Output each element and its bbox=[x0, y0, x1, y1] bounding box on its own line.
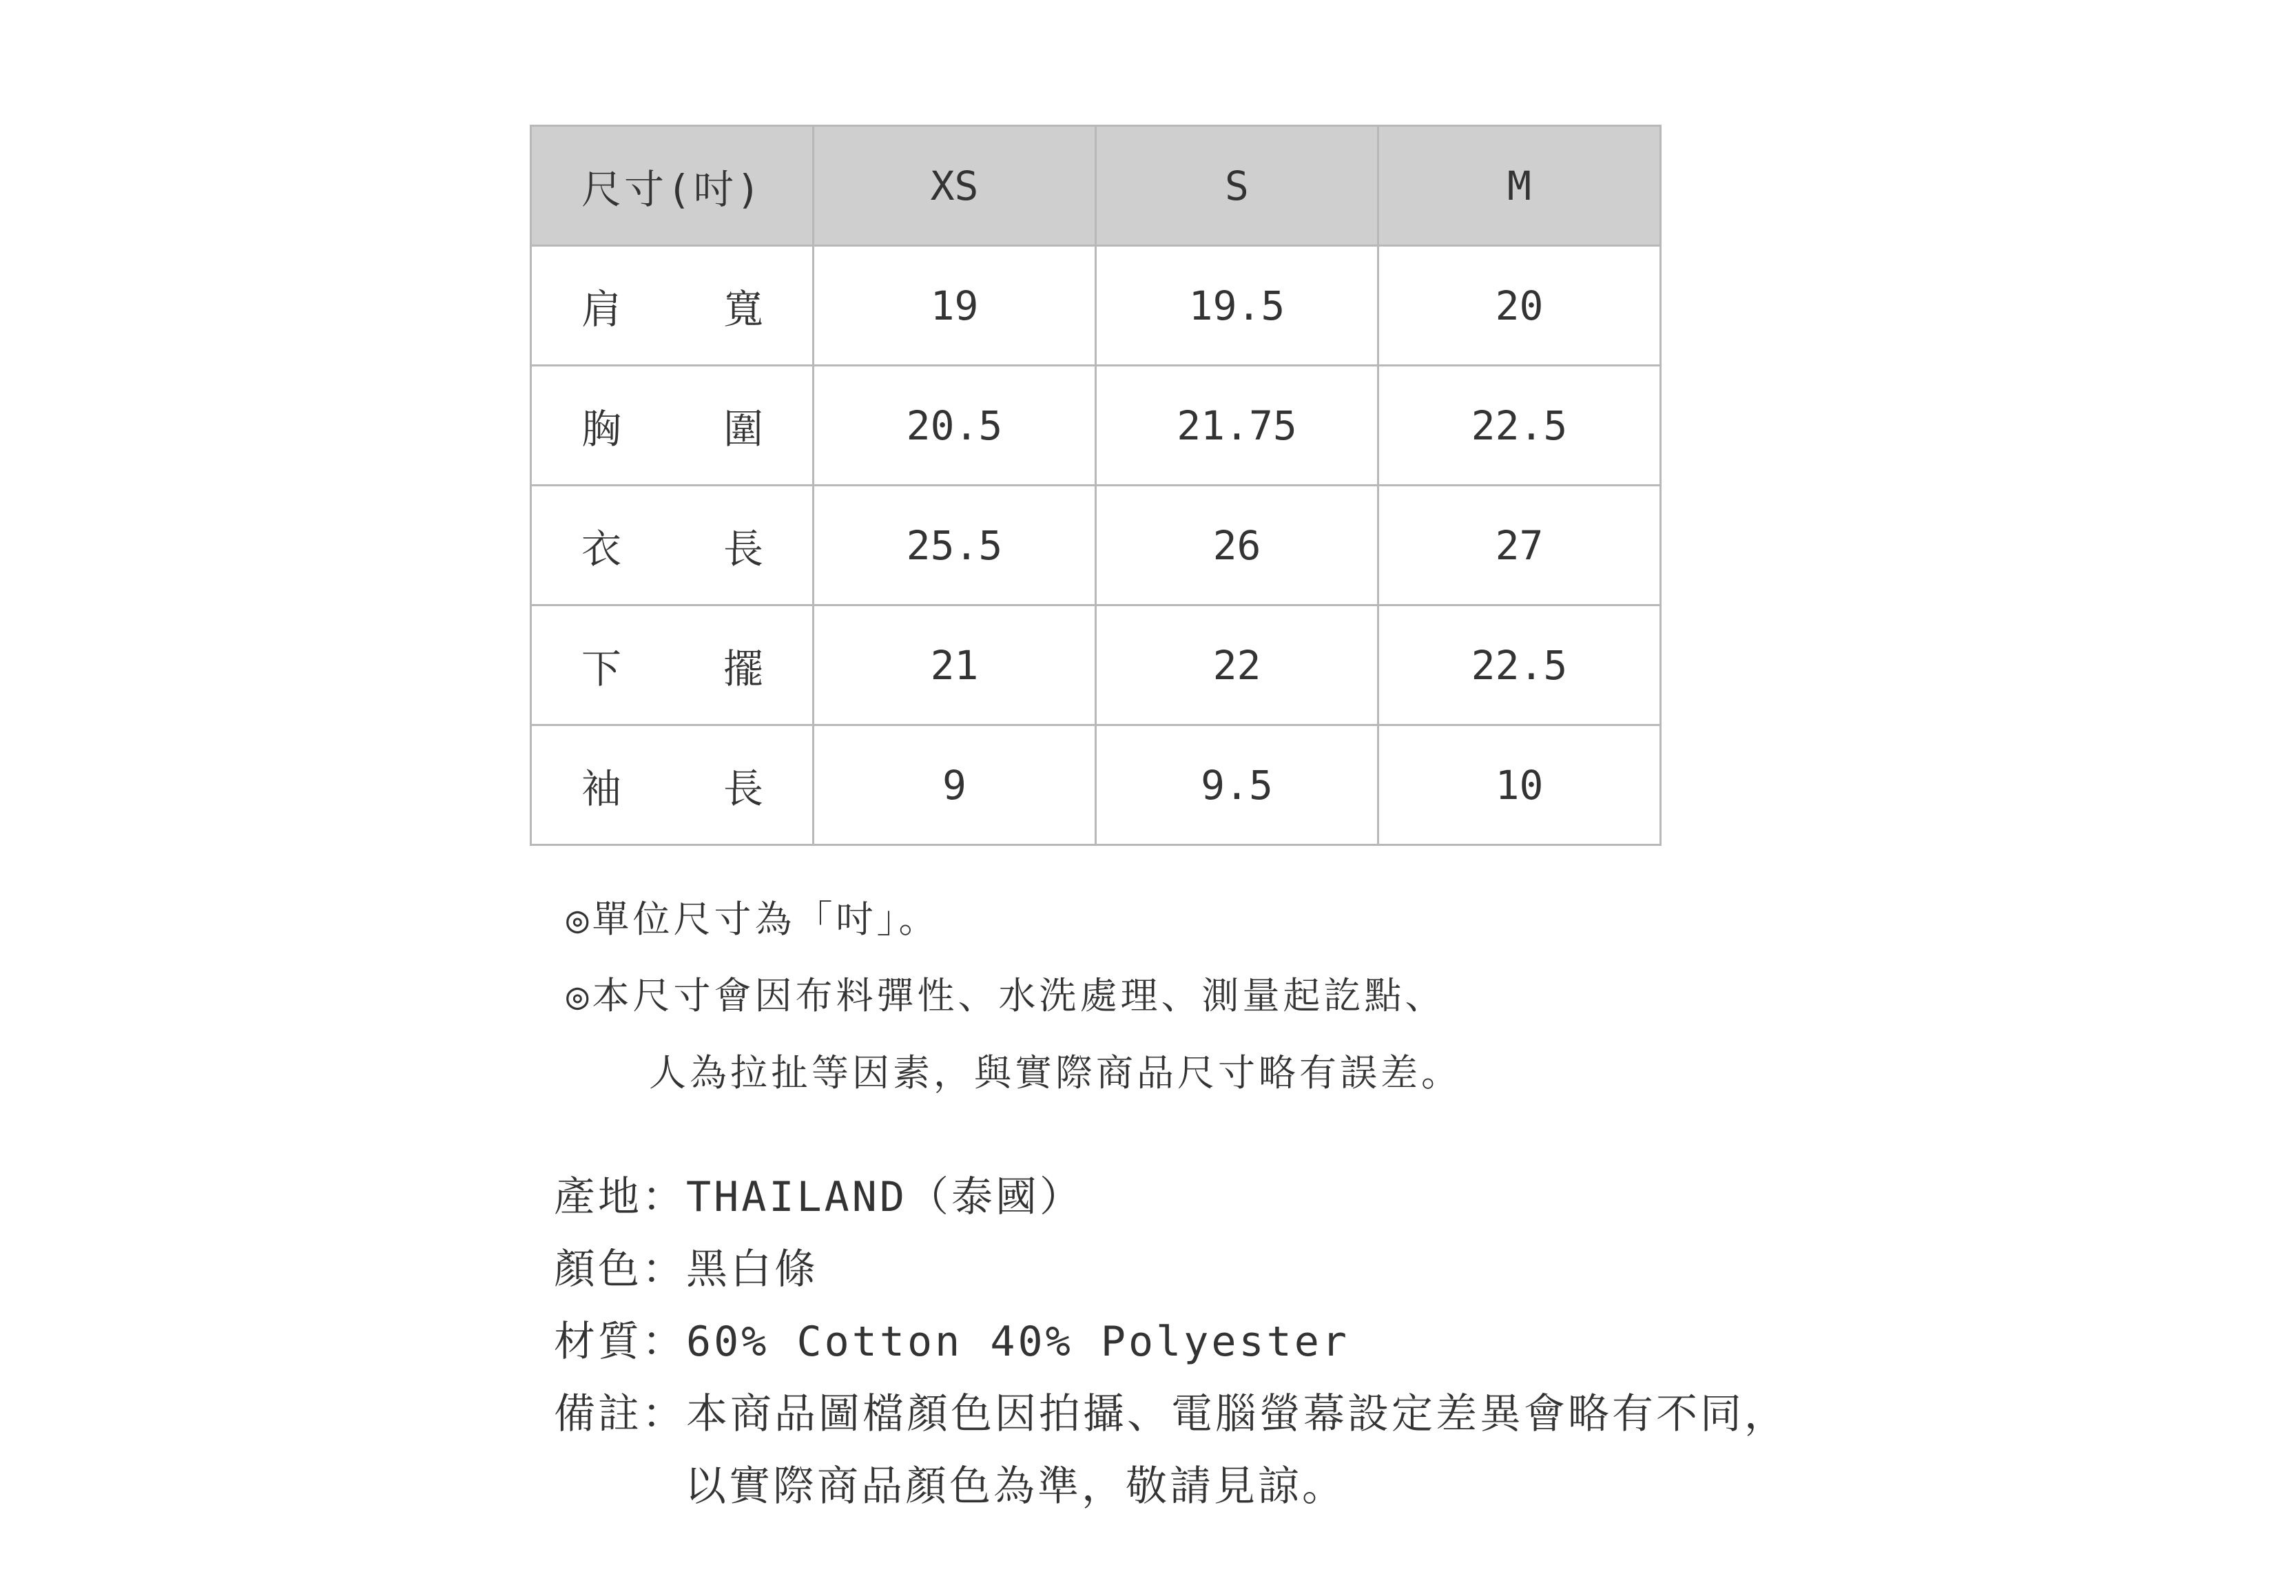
table-cell: 19 bbox=[814, 246, 1096, 366]
note-measurement-disclaimer: ◎本尺寸會因布料彈性、水洗處理、測量起訖點、 bbox=[566, 974, 1446, 1017]
size-table-body bbox=[531, 246, 1661, 845]
table-row-hem bbox=[531, 605, 1661, 725]
row-label-char: 圍 bbox=[723, 405, 764, 453]
table-cell: 9 bbox=[814, 725, 1096, 845]
table-cell: 27 bbox=[1378, 486, 1661, 605]
row-label-char: 長 bbox=[723, 525, 764, 572]
table-cell: 20 bbox=[1378, 246, 1661, 366]
row-label-char: 袖 bbox=[581, 765, 622, 812]
row-label-char: 寬 bbox=[723, 285, 764, 333]
note-unit: ◎單位尺寸為「吋」。 bbox=[566, 898, 940, 941]
table-cell: 21 bbox=[814, 605, 1096, 725]
size-table-header bbox=[531, 126, 1661, 246]
material-line: 材質：60% Cotton 40% Polyester bbox=[554, 1318, 1349, 1366]
row-label-cell bbox=[531, 605, 814, 725]
row-label-char: 長 bbox=[723, 765, 764, 812]
table-row-chest bbox=[531, 366, 1661, 486]
row-label-char: 肩 bbox=[581, 285, 622, 333]
header-label-cell bbox=[531, 126, 814, 246]
row-label-char: 胸 bbox=[581, 405, 622, 453]
size-table bbox=[530, 125, 1662, 846]
remark-line: 備註：本商品圖檔顏色因拍攝、電腦螢幕設定差異會略有不同， bbox=[554, 1390, 1788, 1438]
header-row bbox=[531, 126, 1661, 246]
row-label-cell bbox=[531, 246, 814, 366]
remark-line-cont: 以實際商品顏色為準，敬請見諒。 bbox=[685, 1462, 1346, 1511]
header-size-xs: XS bbox=[814, 126, 1096, 246]
note-measurement-disclaimer-cont: 人為拉扯等因素，與實際商品尺寸略有誤差。 bbox=[649, 1051, 1462, 1095]
row-label-char: 下 bbox=[581, 645, 622, 692]
table-cell: 22 bbox=[1096, 605, 1378, 725]
table-cell: 26 bbox=[1096, 486, 1378, 605]
row-label-cell bbox=[531, 486, 814, 605]
row-label-char: 擺 bbox=[723, 645, 764, 692]
table-cell: 9.5 bbox=[1096, 725, 1378, 845]
header-size-unit: 尺寸(吋) bbox=[581, 165, 763, 213]
row-label-cell bbox=[531, 725, 814, 845]
table-cell: 10 bbox=[1378, 725, 1661, 845]
table-cell: 22.5 bbox=[1378, 366, 1661, 486]
table-cell: 20.5 bbox=[814, 366, 1096, 486]
table-cell: 25.5 bbox=[814, 486, 1096, 605]
table-cell: 21.75 bbox=[1096, 366, 1378, 486]
header-size-m: M bbox=[1378, 126, 1661, 246]
row-label-char: 衣 bbox=[581, 525, 622, 572]
table-row-length bbox=[531, 486, 1661, 605]
origin-line: 產地：THAILAND（泰國） bbox=[554, 1173, 1084, 1221]
table-cell: 22.5 bbox=[1378, 605, 1661, 725]
header-size-s: S bbox=[1096, 126, 1378, 246]
table-row-shoulder bbox=[531, 246, 1661, 366]
table-cell: 19.5 bbox=[1096, 246, 1378, 366]
color-line: 顏色：黑白條 bbox=[554, 1245, 818, 1294]
table-row-sleeve bbox=[531, 725, 1661, 845]
row-label-cell bbox=[531, 366, 814, 486]
